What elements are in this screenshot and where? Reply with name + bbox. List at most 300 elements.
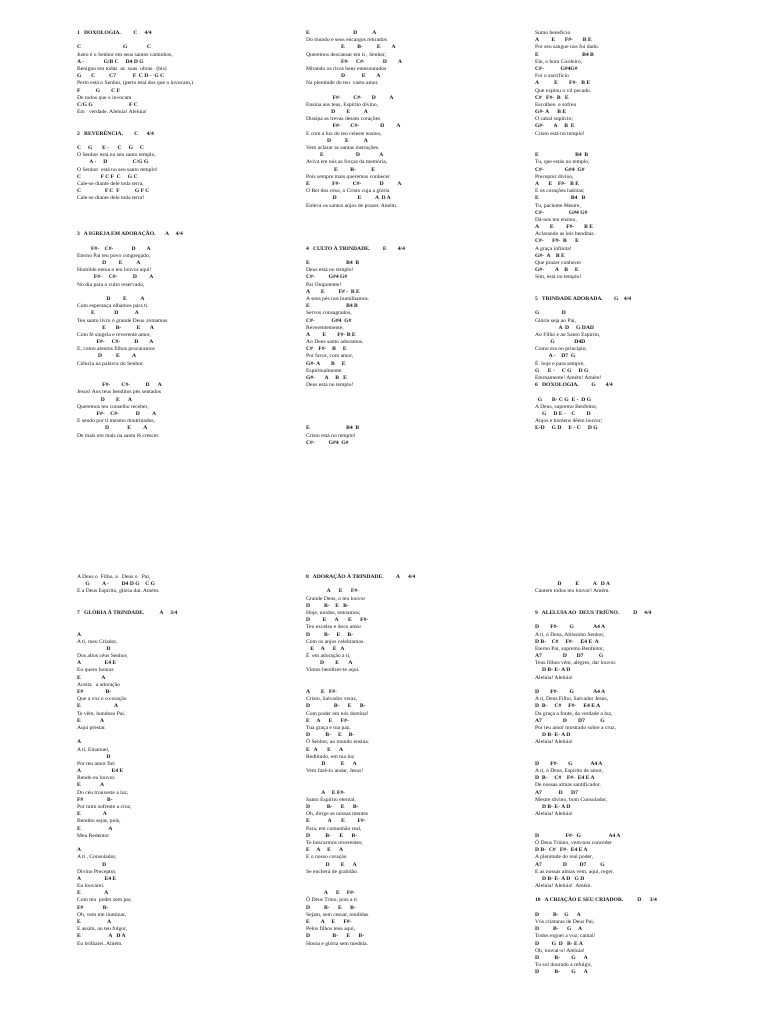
blank-line [77, 289, 297, 296]
chord-line: E D A [77, 310, 139, 317]
blank-line [535, 145, 755, 152]
chord-line: F# B- [77, 689, 112, 695]
blank-line [306, 418, 526, 425]
chord-line: D B- C# F#- E4 E A [535, 703, 601, 710]
lyric-line: Oh, vem me iluminar, [77, 911, 127, 918]
blank-line [535, 747, 755, 754]
lyric-line: Honra e glória sem medida. [306, 940, 368, 947]
blank-line [77, 732, 297, 739]
chord-line: E A E F#- [306, 818, 366, 825]
lyric-line: Em verdade. Aleluia! Aleluia! [77, 109, 147, 116]
column-2 [306, 30, 526, 447]
chord-line: E F#- C#- D A [306, 180, 402, 187]
chord-line: D E A [306, 137, 368, 144]
hymn-title: 3 A IGREJA EM ADORAÇÃO. A 4/4 [77, 231, 183, 238]
chord-line: E B4 B [306, 303, 358, 310]
blank-line [306, 411, 526, 418]
hymn-title: 4 CULTO À TRINDADE. E 4/4 [306, 245, 405, 252]
lyric-line: Reverentemente, [306, 324, 344, 331]
lyric-line: Ó Senhor, ao mundo ensina. [306, 739, 370, 746]
lyric-line: Da graça a fonte, da verdade a luz, [535, 710, 613, 717]
lyric-line: Ó Deus Trino, pois a ti [306, 897, 357, 904]
lyric-line: A ti, Emanuel, [77, 746, 110, 753]
lyric-line: Te vêm, bondoso Pai, [77, 710, 126, 717]
chord-line: A E F#- B E [535, 37, 592, 44]
lyric-line: Tua graça e tua paz, [306, 724, 351, 731]
lyric-line: Do mundo e seus encargos retirados [306, 37, 387, 44]
lyric-line: A ti, ó Deus, Espírito de amor, [535, 768, 603, 775]
blank-line [535, 754, 755, 761]
chord-line: C#- G#4G# [535, 65, 578, 72]
chord-line: A7 D D7 G [535, 717, 605, 724]
lyric-line: Grande Deus, o teu louvor [306, 595, 366, 602]
lyric-line: De todos que o invocam [77, 94, 132, 101]
chord-line: E D A [306, 152, 384, 159]
lyric-line: Aviva em nós as forças da memória, [306, 159, 388, 166]
blank-line [306, 404, 526, 411]
chord-line: F#- C#- D A [77, 245, 151, 252]
chord-line: G A - D4 D G C G [77, 581, 156, 588]
blank-line [77, 238, 297, 245]
chord-line: D B- E B- [306, 602, 349, 609]
blank-line [306, 224, 526, 231]
chord-line: D B- E B- [306, 703, 366, 710]
lyric-line: Sejam, sem cessar, rendidas [306, 911, 369, 918]
lyric-line: O Senhor está no seu santo templo, [77, 152, 156, 159]
lyric-line: Dá-nos teu ensino, [535, 216, 577, 223]
lyric-line: E o nosso coração [306, 854, 347, 861]
lyric-line: Enleva os santos anjos de prazer. Amém. [306, 202, 398, 209]
chord-line: E B- E A [77, 324, 154, 331]
chord-line: F#- C#- D A [77, 382, 162, 389]
chord-line: D B- E B- [306, 933, 365, 940]
chord-line: D E A [306, 660, 353, 667]
chord-line: E A D A [77, 933, 126, 940]
blank-line [535, 289, 755, 296]
chord-line: E A E F#- [306, 919, 352, 925]
chord-line: E A E A [306, 645, 345, 652]
chord-line: D E A [77, 425, 148, 432]
lyric-line: Eterno Pai, supremo Benfeitor, [535, 645, 605, 652]
lyric-line: Sumo benefício [535, 30, 571, 36]
chord-line: A [77, 739, 82, 746]
hymn-title: 2 REVERÊNCIA. C 4/4 [77, 130, 154, 137]
chord-line: D B- E- A D G D [535, 875, 585, 882]
column-2 [306, 574, 526, 948]
chord-line: A7 D D7 G [535, 861, 605, 868]
chord-line: E A E A [306, 847, 343, 854]
chord-line: F# B- [77, 904, 109, 911]
chord-line: C#- G#4 G# [306, 317, 352, 324]
lyric-line: Ó Deus Triúno, vem-nos conceder [535, 839, 612, 846]
lyric-line: Redimido, em tua luz [306, 753, 355, 760]
chord-line: F#- C#- D A [306, 123, 401, 130]
chord-line: E B4 B [535, 51, 594, 58]
lyric-line: E com a luz do teu celeste ensino, [306, 130, 382, 137]
chord-line: F#- C#- D A [306, 58, 402, 65]
hymn-title: 8 ADORAÇÃO À TRINDADE. A 4/4 [306, 574, 416, 580]
lyric-line: O cabal suplício; [535, 116, 573, 123]
lyric-line: Santo Espírito eternal, [306, 796, 356, 803]
lyric-line: Deus está no templo! [306, 382, 354, 389]
chord-line: D B- E- A D [535, 667, 571, 674]
column-3 [535, 574, 755, 977]
chord-line: D E A [77, 396, 132, 403]
chord-line: E B- E [306, 166, 375, 173]
lyric-line: Como era no princípio, [535, 346, 587, 353]
chord-line: D B- G A [535, 911, 581, 918]
lyric-line: Com esperança olhamos para ti. [77, 303, 149, 310]
chord-line: D [77, 645, 111, 652]
chord-line: A E4 E [77, 660, 117, 667]
chord-line: A E F#- B E [535, 80, 591, 87]
lyric-line: Cantem todos teu louvor! Amém. [535, 588, 610, 595]
chord-line: E A [77, 811, 107, 818]
lyric-line: Eu quero honrar. [77, 667, 115, 674]
blank-line [535, 389, 755, 396]
hymn-title: 9 ALELUIA AO DEUS TRIÚNO. D 4/4 [535, 609, 652, 616]
chord-line: G#- A B E [535, 267, 579, 274]
lyric-line: Com poder em nós domina! [306, 710, 369, 717]
blank-line [77, 375, 297, 382]
chord-line: A E F#- B E [535, 224, 593, 231]
blank-line [306, 775, 526, 782]
chord-line: E A [77, 717, 105, 724]
chord-line: F#- C#- D A [306, 94, 394, 101]
blank-line [535, 603, 755, 610]
lyric-line: Aqui prestar. [77, 724, 106, 731]
chord-line: A E F#- [306, 789, 346, 796]
chord-line: C# F#- B E [306, 346, 347, 353]
chord-line: E B4 B [535, 195, 586, 202]
chord-line: E A [77, 825, 113, 832]
chord-line: D B- E B- [306, 631, 353, 638]
chord-line: G D [535, 310, 566, 317]
blank-line [535, 138, 755, 145]
lyric-line: Aleluia! Aleluia! [535, 739, 573, 746]
lyric-line: Queremos descansar em ti , Senhor, [306, 51, 387, 58]
chord-line: A7 D D7 G [535, 653, 604, 660]
lyric-line: Humilde entoa o teu louvor aqui! [77, 267, 152, 274]
blank-line [306, 581, 526, 588]
lyric-line: Com fé singela e reverente amor, [77, 331, 152, 338]
blank-line [306, 253, 526, 260]
chord-line: D B- E B- [306, 904, 356, 911]
blank-line [306, 876, 526, 883]
blank-line [77, 596, 297, 603]
lyric-line: Com teu poder sem par, [77, 897, 132, 904]
chord-line: G#- A B E [535, 109, 567, 116]
hymn-title: 10 A CRIAÇÃO E SEU CRIADOR. D 3/4 [535, 897, 657, 904]
blank-line [306, 675, 526, 682]
lyric-line: Anjos e homens dêem louvor; [535, 418, 603, 425]
blank-line [306, 389, 526, 396]
lyric-line: Aleluia! Aleluia! [535, 674, 573, 681]
chord-line: A7 D D7 [535, 789, 578, 796]
chord-line: G D4D [535, 339, 586, 346]
lyric-line: Cale-se diante dele toda terra, [77, 180, 144, 187]
lyric-line: Eterno Pai teu povo congregado, [77, 252, 151, 259]
chord-line: A - G/B C D4 D G [77, 58, 144, 65]
lyric-line: No dia para o culto reservado, [77, 281, 145, 288]
blank-line [535, 282, 755, 289]
lyric-line: Aleluia! Aleluia! [535, 811, 573, 818]
chord-line: D G D B- E A [535, 940, 583, 947]
chord-line: C G C [77, 44, 151, 51]
lyric-line: Aclarando as leis benditas. [535, 231, 595, 238]
chord-line: A E4 E [77, 768, 124, 775]
chord-line: D B- E B- [306, 804, 359, 810]
blank-line [306, 682, 526, 689]
chord-line: A E F#- [306, 689, 337, 695]
chord-line: D [77, 861, 107, 868]
lyric-line: O Senhor está no seu santo templo! [77, 166, 158, 173]
chord-line: G B- C G E - D G [535, 396, 592, 403]
lyric-line: Tu, que estás no templo, [535, 159, 590, 166]
blank-line [77, 603, 297, 610]
chord-line: A E F#- [306, 890, 355, 897]
chord-line: G E - C G D G [535, 367, 589, 374]
chord-line: C#- G#4 G# [535, 166, 585, 173]
lyric-line: Aceita a adoração [77, 681, 120, 688]
chord-line: C# F#- B E [535, 94, 569, 101]
lyric-line: Jesus! Aos teus benditos pés sentados [77, 389, 162, 396]
lyric-line: A ti, meu Criador, [77, 638, 118, 645]
lyric-line: Meu Redentor [77, 832, 110, 839]
lyric-line: A ti, ó Deus, Altíssimo Senhor, [535, 631, 605, 638]
lyric-line: A Deus, supremo Benfeitor, [535, 403, 598, 410]
chord-line: E A E F#- [306, 717, 349, 724]
lyric-line: Eu brilharei. Amém. [77, 940, 123, 947]
lyric-line: E a Deus Espírito, glória dai. Amém. [77, 588, 160, 595]
lyric-line: Por teu amor fiel [77, 760, 115, 767]
lyric-line: E as nossas almas vem, aqui, reger. [535, 868, 614, 875]
chord-line: A D G DAD [535, 324, 594, 331]
lyric-line: Vem aclarar as santas instruções. [306, 145, 380, 151]
lyric-line: Por seu sangue nos foi dado. [535, 44, 600, 51]
column-1 [77, 30, 297, 440]
blank-line [77, 138, 297, 145]
lyric-line: A plenitude do real poder, [535, 854, 594, 861]
blank-line [535, 818, 755, 825]
lyric-line: Cale-se diante dele toda terra! [77, 195, 145, 202]
blank-line [77, 116, 297, 123]
lyric-line: Teu excelso e doce amor [306, 624, 362, 631]
blank-line [306, 782, 526, 789]
chord-line: E B- E A [306, 44, 396, 51]
lyric-line: E os corações habitas; [535, 188, 585, 195]
blank-line [306, 88, 526, 95]
chord-line: D F#- G A4 A [535, 689, 606, 695]
chord-line: E D A [306, 30, 377, 36]
lyric-line: Eu louvarei. [77, 883, 105, 890]
blank-line [77, 37, 297, 44]
lyric-line: E, como atentos filhos procuramos [77, 346, 155, 353]
chord-line: D B- E- A D [535, 804, 571, 810]
blank-line [77, 368, 297, 375]
chord-line: A - D C/G G [77, 159, 149, 166]
blank-line [535, 905, 755, 912]
chord-line: C G E - C G C [77, 145, 144, 151]
chord-line: D B- G A [535, 969, 588, 976]
chord-line: D E A [306, 760, 357, 767]
blank-line [77, 203, 297, 210]
chord-line: G#- A B E [535, 123, 575, 130]
chord-line: C/G G F C [77, 101, 138, 108]
lyric-line: Aleluia! Aleluia! Amém. [535, 883, 592, 890]
lyric-line: É em adoração a ti, [306, 653, 351, 660]
chord-line: F G C F [77, 87, 120, 94]
chord-line: E B4 B [535, 152, 589, 159]
lyric-line: A ti, Deus Filho, Salvador Jesus, [535, 696, 609, 703]
lyric-line: Glória seja ao Pai, [535, 317, 577, 324]
lyric-line: Que expiou o vil pecado. [535, 87, 592, 94]
blank-line [77, 123, 297, 130]
lyric-line: Divino Preceptor, [77, 868, 117, 875]
chord-line: F#- C#- D A [77, 339, 154, 346]
lyric-line: Eternamente! Amém! Amém! [535, 375, 602, 381]
chord-line: D B- C# F#- E4 E A [535, 638, 599, 645]
lyric-line: Que a voz e o coração [77, 696, 127, 703]
lyric-line: De nossas almas santificador. [535, 782, 601, 789]
blank-line [535, 826, 755, 833]
chord-line: D E A [77, 260, 141, 266]
lyric-line: Justo é o Senhor em seus santos caminhos, [77, 51, 173, 58]
chord-line: D B- C# F#- E4 E A [535, 847, 588, 854]
blank-line [77, 624, 297, 631]
chord-line: G#- A B E [535, 252, 565, 259]
chord-line: C F C F G F C [77, 188, 150, 195]
lyric-line: Ao Deus santo adoramos. [306, 339, 364, 346]
lyric-line: Se encherá de gratidão. [306, 868, 359, 875]
hymn-title: 7 GLÓRIA À TRINDADE. A 3/4 [77, 609, 178, 616]
blank-line [306, 238, 526, 245]
chord-line: E-D G D E - C D G [535, 425, 598, 432]
lyric-line: Por teu amor mostrado sobre a cruz, [535, 724, 616, 731]
lyric-line: Dissipa as trevas desses corações [306, 116, 381, 123]
chord-line: D B- E B- [306, 832, 358, 839]
lyric-line: Tu sol dourado a refulgir, [535, 962, 592, 969]
chord-line: C#- G#4 G# [306, 274, 348, 281]
lyric-line: Todos erguei a voz, cantai! [535, 933, 596, 940]
lyric-line: A seus pés nos humilhamos. [306, 295, 370, 302]
lyric-line: Cristo, Salvador veraz, [306, 696, 358, 703]
chord-line: D E A [306, 73, 381, 80]
blank-line [306, 217, 526, 224]
blank-line [535, 617, 755, 624]
chord-line: A - D7 G [535, 353, 576, 360]
lyric-line: Que prazer conhecer [535, 260, 582, 266]
lyric-line: Do céu trouxeste a luz, [77, 789, 129, 796]
lyric-line: Tu, paciente Mestre, [535, 202, 581, 209]
chord-line: E A [77, 890, 109, 897]
lyric-line: Na plenitude do teu vasto amor. [306, 80, 379, 87]
chord-line: E A [77, 919, 112, 925]
blank-line [535, 682, 755, 689]
lyric-line: Servos consagrados, [306, 310, 352, 317]
chord-line: A E F#- B E [306, 331, 356, 338]
blank-line [77, 217, 297, 224]
lyric-line: Ensina aos teus, Espírito divino, [306, 101, 379, 108]
chord-line: E B4 B [306, 425, 360, 432]
chord-line: E A [77, 703, 119, 710]
chord-line: G#- A B E [306, 360, 346, 367]
lyric-line: Teu santo livro ó grande Deus ,tomamos [77, 317, 168, 324]
chord-line: D B- C# F#- E4 E A [535, 775, 595, 782]
chord-line: D E A E F#- [306, 617, 369, 624]
chord-line: A [77, 847, 82, 854]
lyric-line: Bendito sejas, pois, [77, 818, 121, 825]
lyric-line: Por favor, com amor, [306, 353, 354, 360]
lyric-line: Hoje, unidos, entoamos; [306, 609, 361, 616]
lyric-line: Escolheu e sofreu [535, 101, 577, 108]
lyric-line: Pois sempre mais queremos conhecer [306, 173, 390, 180]
blank-line [77, 210, 297, 217]
chord-line: D E A [306, 109, 368, 116]
chord-line: F#- C#- D A [77, 410, 157, 417]
chord-line: D E A [77, 295, 145, 302]
lyric-line: Te buscarmos reverentes; [306, 839, 363, 846]
lyric-line: Pai Onipotente! [306, 281, 342, 288]
chord-line: A E F#- B E [535, 180, 579, 187]
blank-line [306, 397, 526, 404]
chord-line: D B- E- A D [535, 732, 571, 739]
lyric-line: Ele, o bom Cordeiro, [535, 58, 583, 65]
lyric-line: E sendo por ti mesmo doutrinados, [77, 418, 155, 425]
lyric-line: Foi o sacrifício [535, 73, 569, 80]
lyric-line: E assim, ao teu fulgor, [77, 926, 128, 933]
column-3 [535, 30, 755, 433]
lyric-line: Vós criaturas de Deus Pai, [535, 919, 595, 925]
blank-line [535, 574, 755, 581]
hymn-title: 5 TRINDADE ADORADA. G 4/4 [535, 295, 632, 302]
lyric-line: Benigno em todas as suas obras. (bis) [77, 65, 167, 72]
lyric-line: Vem fazê-lo andar, Jesus! [306, 768, 364, 775]
chord-line: D F#- G A4 A [535, 624, 606, 631]
hymn-title: 1 DOXOLOGIA. C 4/4 [77, 30, 152, 36]
chord-line: C#- G#4 G# [535, 209, 588, 216]
chord-line: D [77, 753, 111, 760]
chord-line: C#- G#4 G# [306, 439, 349, 446]
lyric-line: A ti , Consolador, [77, 854, 117, 861]
hymn-title: 6 DOXOLOGIA. G 4/4 [535, 382, 613, 389]
lyric-line: Deus está no templo! [306, 267, 354, 274]
chord-line: D E A [306, 861, 357, 868]
lyric-line: Cristo está no templo! [306, 432, 356, 439]
chord-line: C#- F#- B E [535, 238, 579, 245]
chord-line: F# B- [77, 796, 113, 803]
lyric-line: De mais em mais na santa fé crescer. [77, 432, 160, 439]
chord-line: E A E A [306, 746, 343, 753]
lyric-line: Rendo eu louvor. [77, 775, 116, 782]
lyric-line: Queremos teu conselho receber, [77, 403, 149, 410]
lyric-line: Dos altos céus Senhor, [77, 653, 128, 660]
blank-line [306, 210, 526, 217]
blank-line [535, 596, 755, 603]
chord-line: G#- A B E [306, 375, 347, 381]
lyric-line: Preceptor divino, [535, 173, 574, 180]
blank-line [306, 883, 526, 890]
chord-line: D F#- G A4 A [535, 760, 603, 767]
chord-line: G D E - C D [535, 410, 591, 417]
chord-line: G C C7 F C D - G C [77, 73, 165, 80]
chord-line: D E A D A [306, 195, 391, 202]
blank-line [535, 303, 755, 310]
column-1 [77, 574, 297, 948]
lyric-line: Oh, louvai-o! Aleluia! [535, 947, 585, 954]
lyric-line: O Rei dos céus, o Cristo cuja a glória [306, 188, 390, 195]
chord-line: F#- C#- D A [77, 274, 154, 281]
